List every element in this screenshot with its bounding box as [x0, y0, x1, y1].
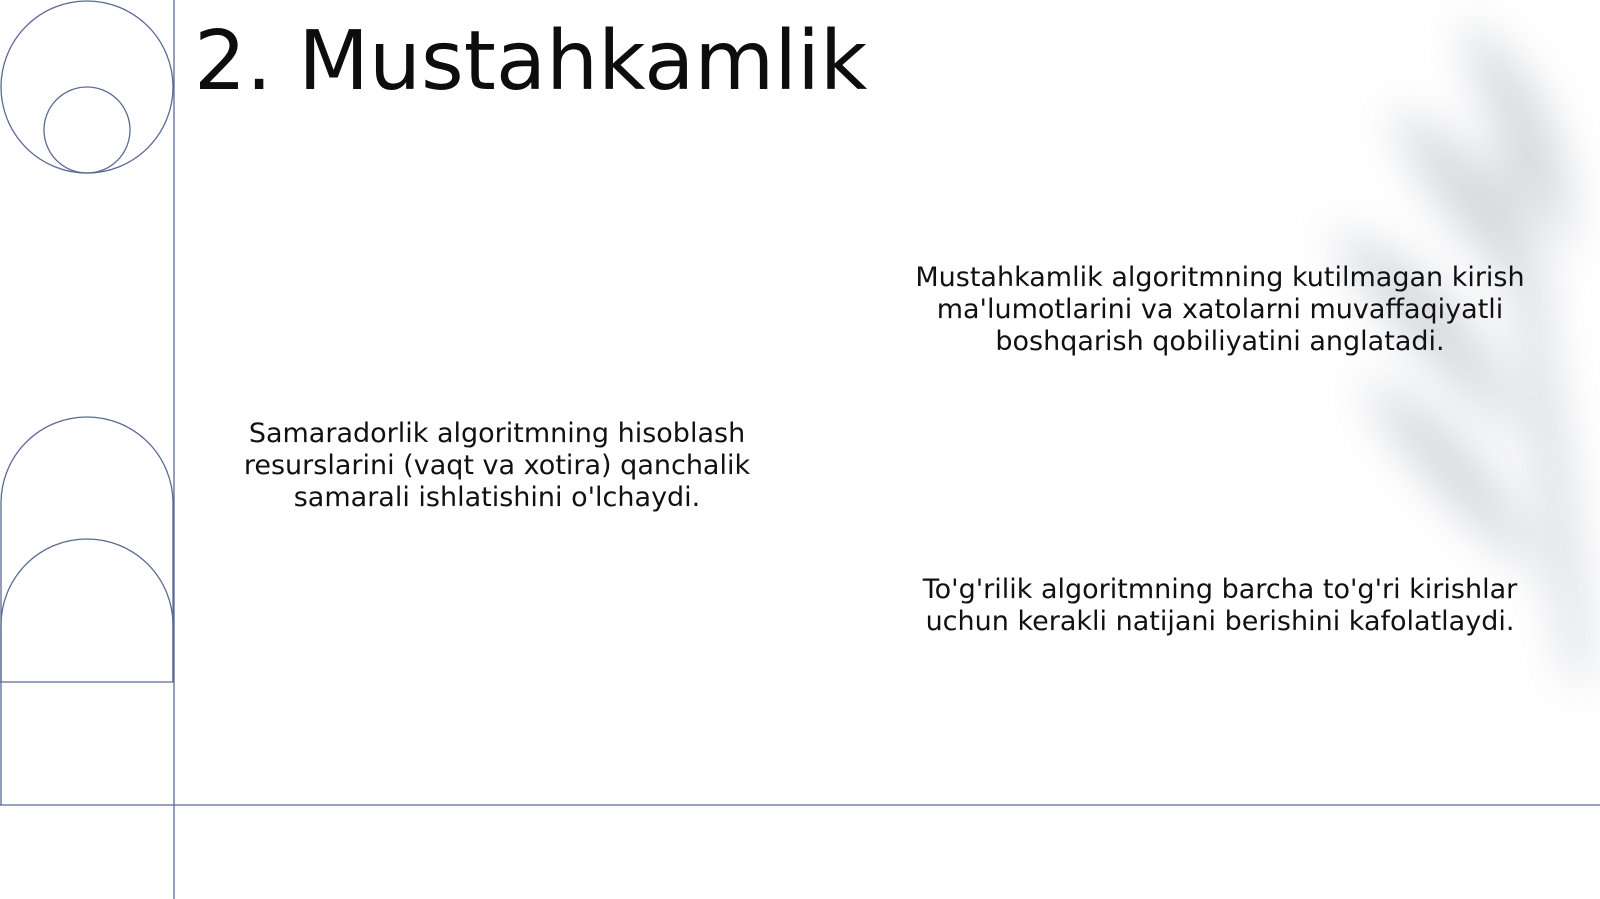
lower-arch [1, 539, 173, 682]
slide-title: 2. Mustahkamlik [194, 14, 868, 109]
upper-arch [1, 417, 173, 682]
efficiency-text: Samaradorlik algoritmning hisoblash resurslarini (vaqt va xotira) qanchalik samarali ishlatishini o'lchaydi. [243, 418, 751, 513]
correctness-text: To'g'rilik algoritmning barcha to'g'ri kirishlar uchun kerakli natijani berishini kafolatlaydi. [922, 574, 1518, 637]
robustness-text: Mustahkamlik algoritmning kutilmagan kirish ma'lumotlarini va xatolarni muvaffaqiyatli boshqarish qobiliyatini anglatadi. [915, 262, 1525, 357]
small-circle [44, 87, 130, 173]
